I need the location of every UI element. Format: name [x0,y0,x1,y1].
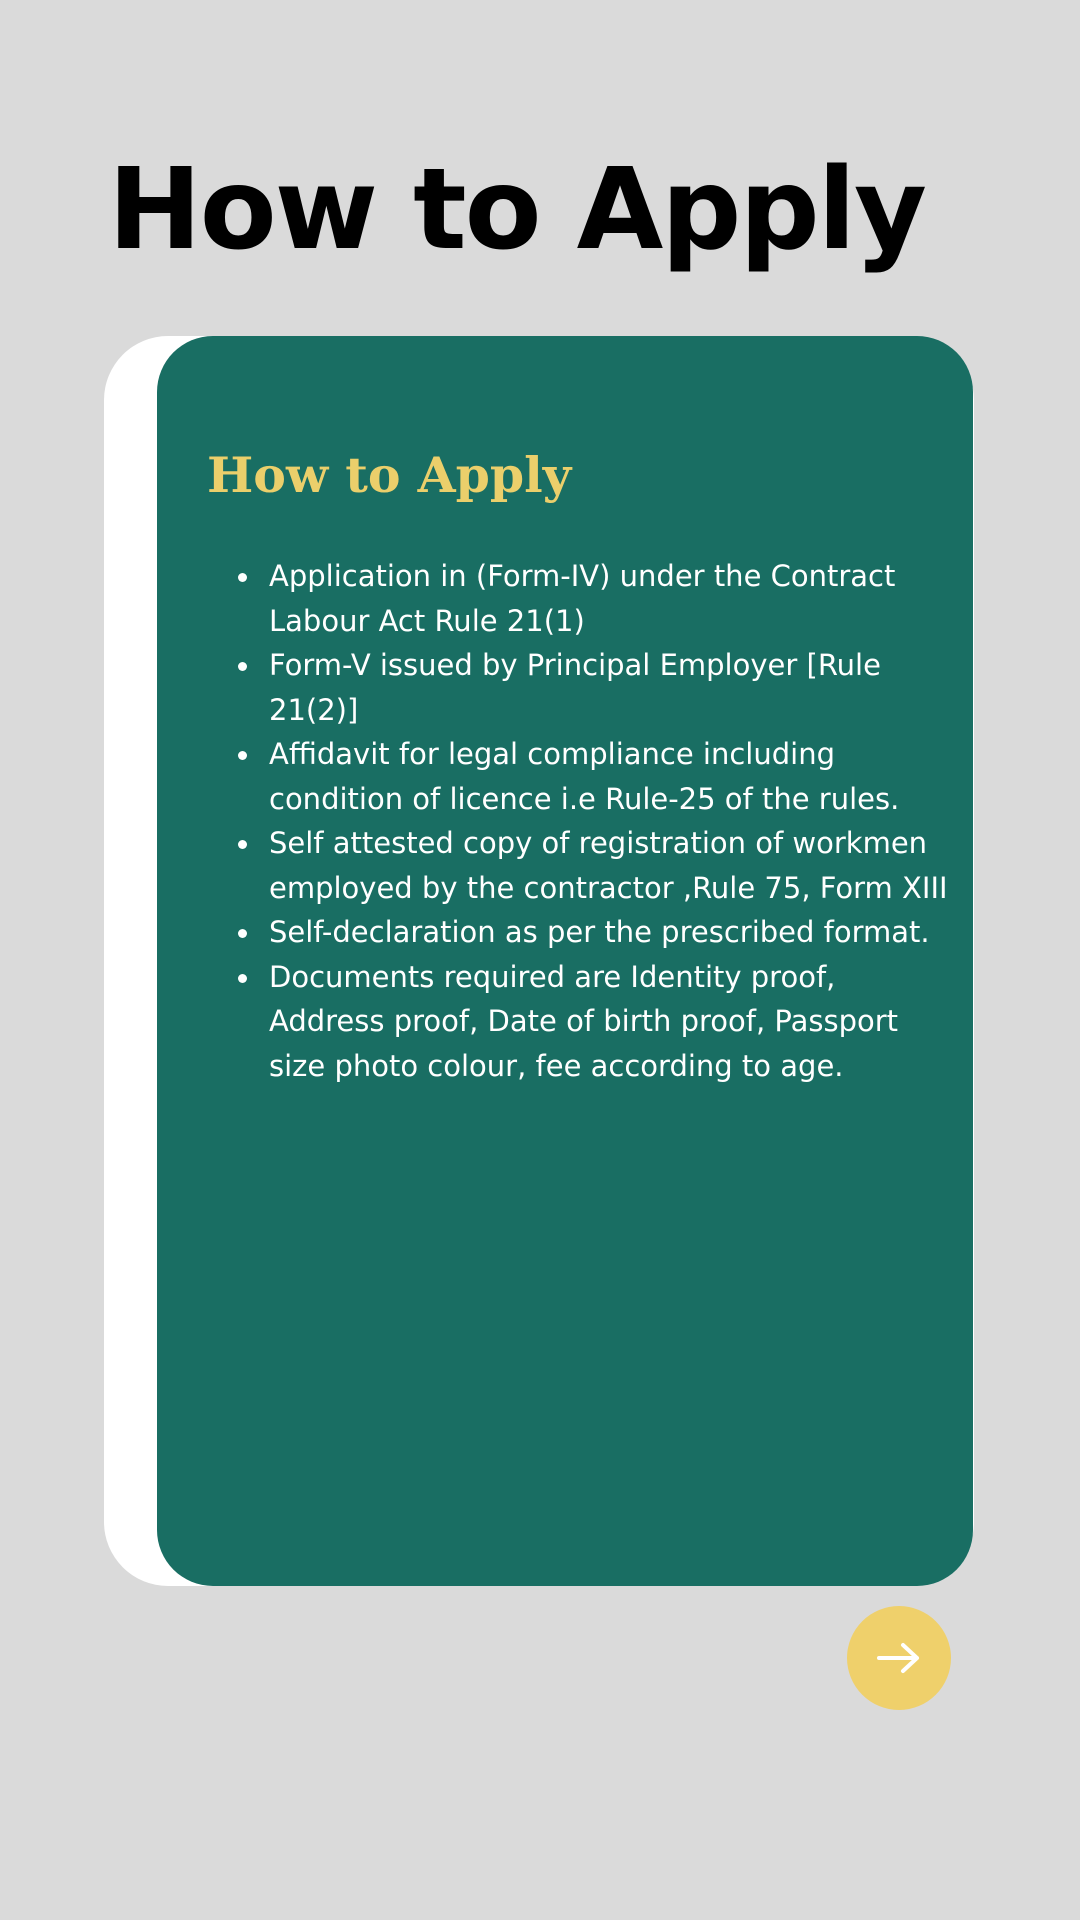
requirement-item [269,910,949,955]
requirement-item [269,955,949,1089]
requirement-item [269,643,949,732]
requirement-text: Form-V issued by Principal Employer [Rule 21(2)] [269,648,881,727]
page-title: How to Apply [108,145,926,275]
bullet-dot [238,573,247,582]
requirement-text: Self-declaration as per the prescribed format. [269,915,930,949]
requirement-item [269,732,949,821]
bullet-dot [238,974,247,983]
how-to-apply-card [157,336,973,1586]
requirement-item [269,554,949,643]
bullet-dot [238,662,247,671]
bullet-dot [238,840,247,849]
arrow-right-icon [876,1641,922,1675]
card-title: How to Apply [207,446,572,504]
requirement-text: Self attested copy of registration of workmen employed by the contractor ,Rule 75, Form XIII [269,826,948,905]
next-button[interactable] [847,1606,951,1710]
requirement-text: Documents required are Identity proof, Address proof, Date of birth proof, Passport size photo colour, fee according to age. [269,959,899,1083]
bullet-dot [238,929,247,938]
requirement-text: Affidavit for legal compliance including condition of licence i.e Rule-25 of the rules. [269,737,900,816]
requirement-item [269,821,949,910]
bullet-dot [238,751,247,760]
requirement-text: Application in (Form-IV) under the Contract Labour Act Rule 21(1) [269,559,896,638]
requirements-list [269,554,949,1088]
